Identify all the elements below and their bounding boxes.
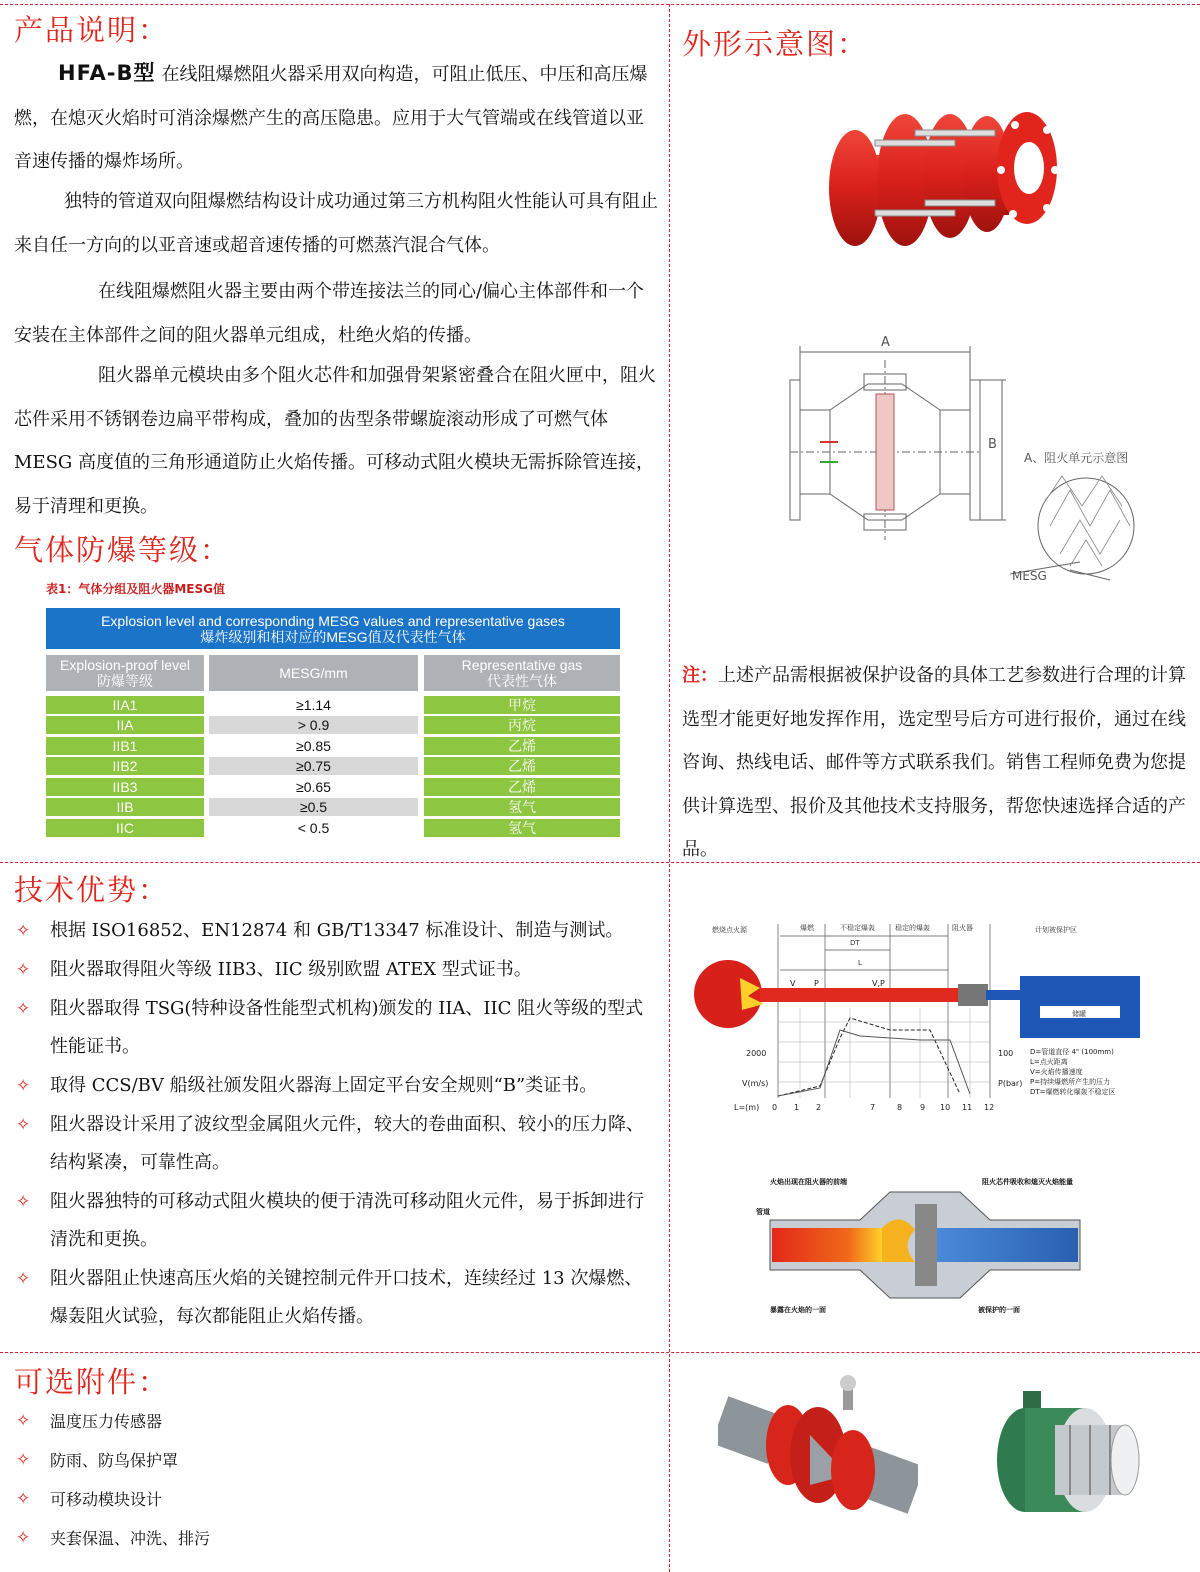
chart-legend-item: V=火焰传播速度 [1030,1068,1083,1076]
note-paragraph [682,654,1186,872]
flame-flow-diagram [750,1170,1090,1320]
border-top [0,4,1200,5]
col1-en: Explosion-proof level [60,657,190,673]
advantage-text: 取得 CCS/BV 船级社颁发阻火器海上固定平台安全规则“B”类证书。 [50,1075,598,1096]
flow-label-flame: 火焰出现在阻火器的前端 [770,1178,847,1186]
cell-mesg: ≥0.65 [209,778,418,796]
intro-paragraph-1 [14,52,660,184]
list-item [16,1480,616,1519]
table-caption: 表1：气体分组及阻火器MESG值 [46,582,225,596]
list-item [16,990,660,1066]
advantage-text: 阻火器设计采用了波纹型金属阻火元件，较大的卷曲面积、较小的压力降、结构紧凑，可靠性高。 [50,1114,644,1173]
col1-cn: 防爆等级 [97,673,153,689]
intro-title: 产品说明： [14,13,170,47]
x-tick: 1 [794,1103,800,1112]
chart-legend-item: P=持续爆燃所产生的压力 [1030,1078,1111,1086]
cell-gas: 乙烯 [424,757,620,775]
advantage-text: 阻火器独特的可移动式阻火模块的便于清洗可移动阻火元件，易于拆卸进行清洗和更换。 [50,1191,644,1250]
gas-title: 气体防爆等级： [14,533,232,567]
cell-level: IIA1 [46,696,204,714]
bullet-icon: ✧ [16,1450,31,1470]
x-tick: 0 [772,1103,778,1112]
table-row [46,716,620,734]
intro-paragraph-2: 独特的管道双向阻爆燃结构设计成功通过第三方机构阻火性能认可具有阻止来自任一方向的以亚音速或超音速传播的可燃蒸汽混合气体。 [14,191,658,256]
cell-gas: 乙烯 [424,737,620,755]
chart-v-label: V [790,979,796,988]
col-head-mesg [209,655,418,691]
cell-mesg: < 0.5 [209,819,418,837]
installed-arrester-image [718,1375,918,1525]
accessory-title: 可选附件： [14,1365,170,1399]
cell-mesg: > 0.9 [209,716,418,734]
divider-lower [0,1352,1200,1353]
advantage-text: 根据 ISO16852、EN12874 和 GB/T13347 标准设计、制造与测试。 [50,920,624,941]
chart-top-label: 不稳定爆轰 [840,924,875,932]
bullet-icon: ✧ [16,1269,31,1289]
chart-p-label: P [814,979,819,988]
bullet-icon: ✧ [16,999,31,1019]
y-right-value: 100 [998,1049,1014,1058]
cell-gas: 氢气 [424,819,620,837]
table-row [46,778,620,796]
unit-caption: A、阻火单元示意图 [1024,451,1129,465]
list-item [16,1441,616,1480]
note-label: 注： [682,665,718,686]
shape-title: 外形示意图： [682,27,869,61]
intro-paragraph-4: 阻火器单元模块由多个阻火芯件和加强骨架紧密叠合在阻火匣中，阻火芯件采用不锈钢卷边扁平带构成，叠加的齿型条带螺旋滚动形成了可燃气体 MESG 高度值的三角形通道防止火焰传播。可移动式阻火模块无需拆除管连接，易于清理和更换。 [14,365,656,517]
flame-arrester-3d-image [815,100,1065,260]
chart-top-label: 阻火器 [952,924,973,932]
bullet-icon: ✧ [16,1192,31,1212]
cell-gas: 丙烷 [424,716,620,734]
cell-mesg: ≥1.14 [209,696,418,714]
table-row [46,757,620,775]
bullet-icon: ✧ [16,1076,31,1096]
intro-text-1: 在线阻爆燃阻火器采用双向构造，可阻止低压、中压和高压爆燃，在熄灭火焰时可消涂爆燃产生的高压隐患。应用于大气管端或在线管道以亚音速传播的爆炸场所。 [14,64,648,172]
column-headers [46,655,620,691]
col2-label: MESG/mm [279,665,348,681]
x-tick: 10 [940,1103,951,1112]
accessory-text: 夹套保温、冲洗、排污 [50,1529,211,1548]
x-tick: 2 [816,1103,822,1112]
col3-cn: 代表性气体 [487,673,557,689]
table-header [46,608,620,649]
accessory-text: 防雨、防鸟保护罩 [50,1451,179,1470]
list-item [16,1067,660,1105]
list-item [16,1519,616,1558]
removable-module-image [975,1385,1145,1525]
bullet-icon: ✧ [16,921,31,941]
chart-l-label: L [858,959,862,967]
list-item [16,1183,660,1259]
advantage-list [16,912,660,1336]
accessory-text: 可移动模块设计 [50,1490,163,1509]
advantage-title: 技术优势： [14,873,170,907]
cell-mesg: ≥0.5 [209,798,418,816]
x-tick: 7 [870,1103,876,1112]
x-tick: 12 [984,1103,995,1112]
chart-legend-item: DT=爆燃转化爆轰不稳定区 [1030,1088,1116,1096]
intro-paragraph-3: 在线阻爆燃阻火器主要由两个带连接法兰的同心/偏心主体部件和一个安装在主体部件之间的阻火器单元组成，杜绝火焰的传播。 [14,281,645,346]
chart-top-label: 燃烧点火源 [712,926,747,934]
table-row [46,819,620,837]
detonation-chart [690,918,1150,1118]
cell-mesg: ≥0.75 [209,757,418,775]
x-tick: 9 [920,1103,926,1112]
table-row [46,798,620,816]
x-tick: 11 [962,1103,973,1112]
model-name: HFA-B型 [58,61,156,85]
cell-level: IIB1 [46,737,204,755]
dim-a-label: A [881,335,890,350]
table-row [46,737,620,755]
cell-level: IIC [46,819,204,837]
x-tick: 8 [897,1103,903,1112]
list-item [16,951,660,989]
flow-label-exposed: 暴露在火焰的一面 [770,1306,826,1314]
col-head-level [46,655,204,691]
x-axis-label: L=(m) [734,1103,760,1112]
chart-top-label: 计划被保护区 [1035,926,1077,934]
chart-top-label: 稳定的爆轰 [895,924,930,932]
list-item [16,1106,660,1182]
col-head-gas [424,655,620,691]
list-item [16,1402,616,1441]
cell-mesg: ≥0.85 [209,737,418,755]
y-left-value: 2000 [746,1049,767,1058]
accessory-text: 温度压力传感器 [50,1412,163,1431]
col3-en: Representative gas [461,657,583,673]
note-text: 上述产品需根据被保护设备的具体工艺参数进行合理的计算选型才能更好地发挥作用，选定型号后方可进行报价，通过在线咨询、热线电话、邮件等方式联系我们。销售工程师免费为您提供计算选型、报价及其他技术支持服务，帮您快速选择合适的产品。 [682,665,1186,860]
cell-gas: 乙烯 [424,778,620,796]
tank-label: 储罐 [1072,1010,1086,1018]
list-item [16,1260,660,1336]
cell-level: IIB2 [46,757,204,775]
cell-gas: 甲烷 [424,696,620,714]
gas-table [46,608,620,837]
cell-level: IIB [46,798,204,816]
bullet-icon: ✧ [16,960,31,980]
table-header-cn: 爆炸级别和相对应的MESG值及代表性气体 [200,629,466,645]
dim-b-label: B [988,437,997,452]
cell-level: IIA [46,716,204,734]
bullet-icon: ✧ [16,1528,31,1548]
bullet-icon: ✧ [16,1411,31,1431]
bullet-icon: ✧ [16,1489,31,1509]
table-row [46,696,620,714]
advantage-text: 阻火器阻止快速高压火焰的关键控制元件开口技术，连续经过 13 次爆燃、爆轰阻火试验，每次都能阻止火焰传播。 [50,1268,643,1327]
accessory-list [16,1402,616,1558]
y-right-label: P(bar) [998,1079,1023,1088]
chart-legend-item: D=管道直径 4" (100mm) [1030,1048,1114,1056]
divider-vertical [669,4,670,1572]
chart-vp-label: V,P [872,979,885,988]
y-left-label: V(m/s) [742,1079,769,1088]
bullet-icon: ✧ [16,1115,31,1135]
advantage-text: 阻火器取得阻火等级 IIB3、IIC 级别欧盟 ATEX 型式证书。 [50,959,532,980]
chart-top-label: 爆燃 [800,924,814,932]
flow-label-pipe: 管道 [756,1208,770,1216]
technical-drawing [780,330,1160,600]
advantage-text: 阻火器取得 TSG(特种设备性能型式机构)颁发的 IIA、IIC 阻火等级的型式性能证书。 [50,998,644,1057]
mesg-label: MESG [1012,569,1047,583]
cell-level: IIB3 [46,778,204,796]
flow-label-core: 阻火芯件吸收和熄灭火焰能量 [982,1178,1073,1186]
flow-label-protected: 被保护的一面 [978,1306,1020,1314]
list-item [16,912,660,950]
table-header-en: Explosion level and corresponding MESG values and representative gases [101,613,565,629]
chart-dt-label: DT [850,939,860,947]
cell-gas: 氢气 [424,798,620,816]
chart-legend-item: L=点火距离 [1030,1058,1068,1066]
